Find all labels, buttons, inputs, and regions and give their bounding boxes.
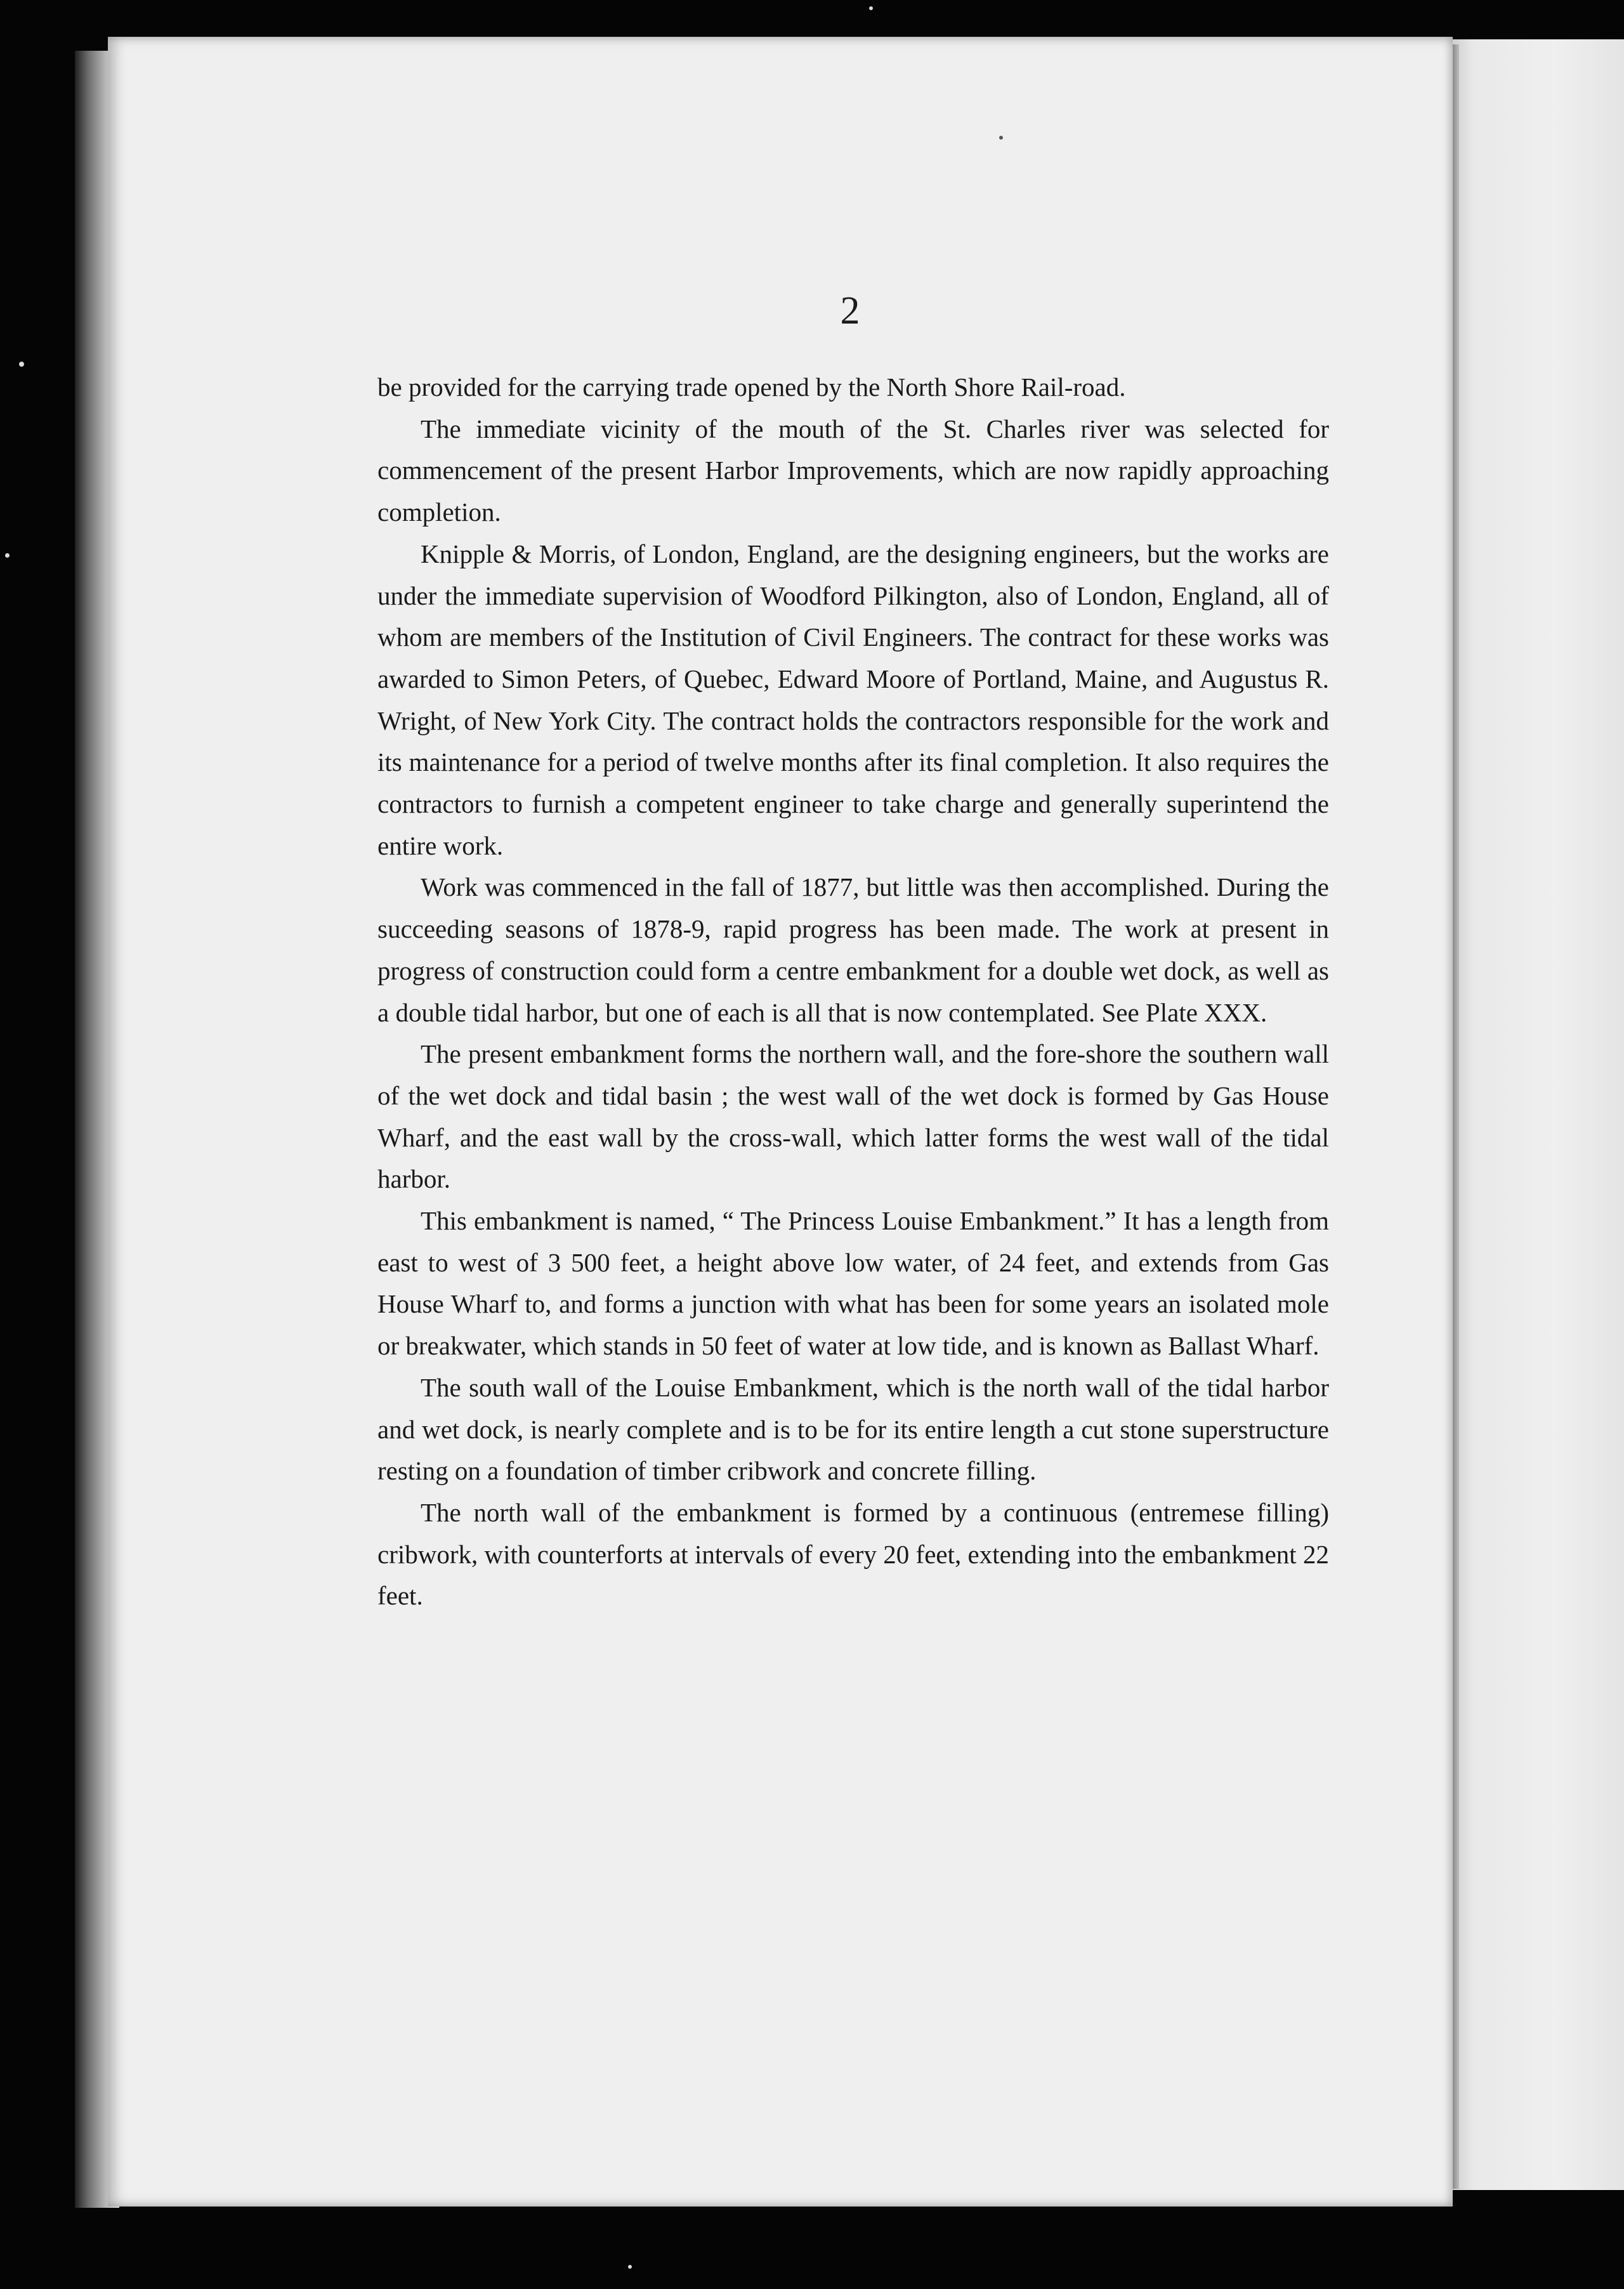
dust-speck [869,6,873,10]
page-number: 2 [840,289,860,332]
paragraph-5: The present embankment forms the northern wall, and the fore-shore the southern wall of the wet dock and tidal basin ; the west wall of the wet dock is formed by Gas House Wharf, and the east wall by the cross-wall, which latter forms the west wall of the tidal harbor. [377,1039,1329,1194]
paragraph-4: Work was commenced in the fall of 1877, but little was then accomplished. During the succeeding seasons of 1878-9, rapid progress has been made. The work at present in progress of construction could form a centre embankment for a double wet dock, as well as a double tidal harbor, but one of each is all that is now contemplated. See Plate XXX. [377,872,1329,1027]
dust-speck [628,2265,632,2269]
paragraph-3: Knipple & Morris, of London, England, are the designing engineers, but the works are under the immediate supervision of Woodford Pilkington, also of London, England, all of whom are members of the Institution of Civil Engineers. The contract for these works was awarded to Simon Peters, of Quebec, Edward Moore of Portland, Maine, and Augustus R. Wright, of New York City. The contract holds the contractors responsible for the work and its maintenance for a period of twelve months after its final completion. It also requires the contractors to furnish a competent engineer to take charge and generally superintend the entire work. [377,539,1329,860]
paragraph-6: This embankment is named, “ The Princess Louise Embankment.” It has a length from east to west of 3 500 feet, a height above low water, of 24 feet, and extends from Gas House Wharf to, and forms a junction with what has been for some years an isolated mole or breakwater, which stands in 50 feet of water at low tide, and is known as Ballast Wharf. [377,1206,1329,1361]
paragraph-8: The north wall of the embankment is formed by a continuous (entremese filling) cribwork, with counterforts at intervals of every 20 feet, extending into the embankment 22 feet. [377,1497,1329,1611]
dust-speck [19,362,24,367]
paragraph-7: The south wall of the Louise Embankment, which is the north wall of the tidal harbor and wet dock, is nearly complete and is to be for its entire length a cut stone superstructure resting on a foundation of timber cribwork and concrete filling. [377,1372,1329,1486]
dust-speck [999,136,1003,140]
paragraph-2: The immediate vicinity of the mouth of the St. Charles river was selected for commencement of the present Harbor Improvements, which are now rapidly approaching completion. [377,414,1329,527]
paragraph-1: be provided for the carrying trade opened by the North Shore Rail-road. [377,372,1126,402]
next-page-edge [1453,39,1624,2190]
body-text [377,367,1329,1617]
dust-speck [5,553,10,558]
